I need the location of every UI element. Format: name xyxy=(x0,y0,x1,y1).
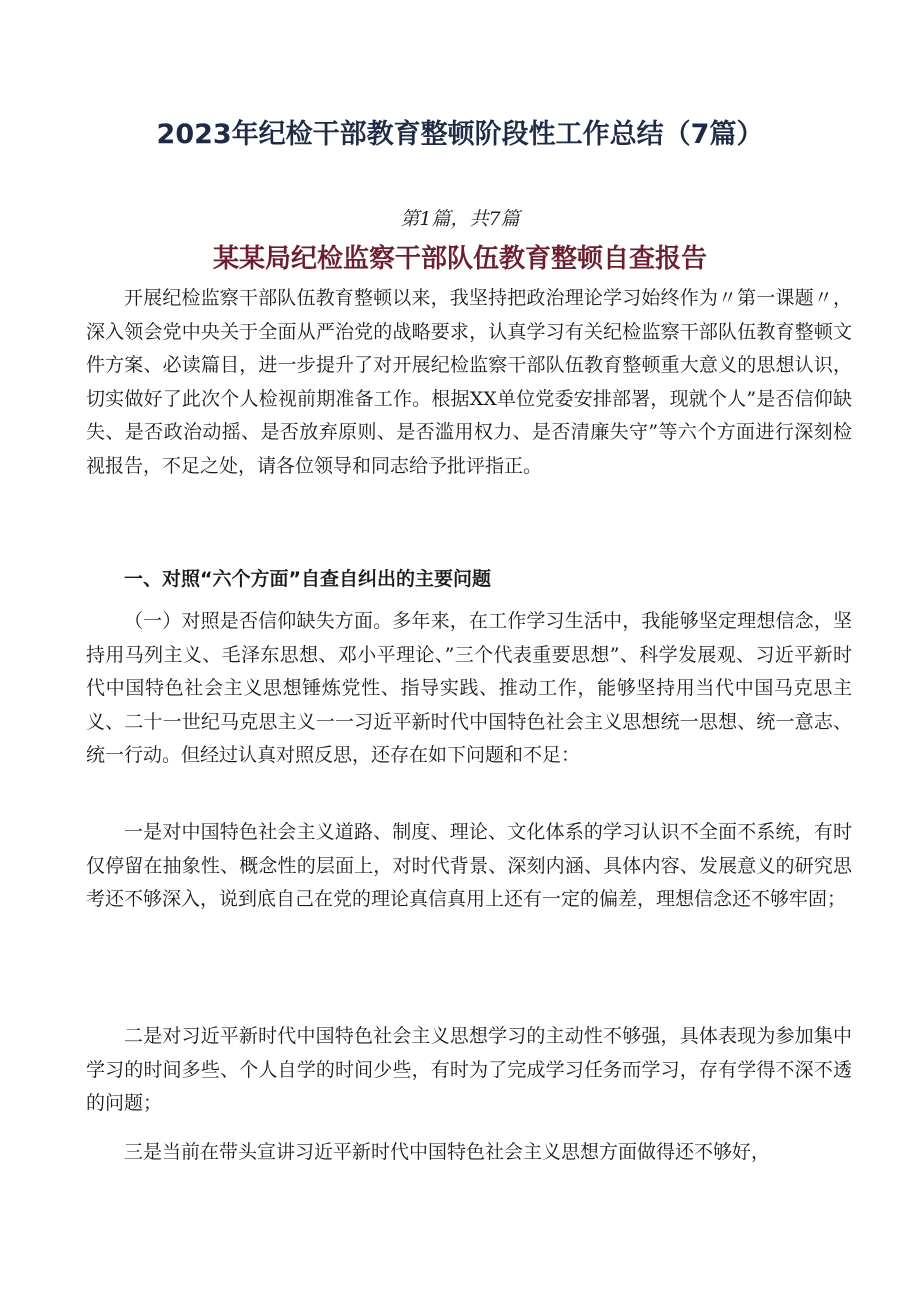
intro-paragraph: 开展纪检监察干部队伍教育整顿以来，我坚持把政治理论学习始终作为〃第一课题〃，深入领会党中央关于全面从严治党的战略要求，认真学习有关纪检监察干部队伍教育整顿文件方案、必读篇目，进一步提升了对开展纪检监察干部队伍教育整顿重大意义的思想认识，切实做好了此次个人检视前期准备工作。根据XX单位党委安排部署，现就个人”是否信仰缺失、是否政治动摇、是否放弃原则、是否滥用权力、是否清廉失守”等六个方面进行深刻检视报告，不足之处，请各位领导和同志给予批评指正。 xyxy=(86,287,852,477)
document-title: 2023年纪检干部教育整顿阶段性工作总结（7篇） xyxy=(156,119,764,150)
problem-item-1: 一是对中国特色社会主义道路、制度、理论、文化体系的学习认识不全面不系统，有时仅停留在抽象性、概念性的层面上，对时代背景、深刻内涵、具体内容、发展意义的研究思考还不够深入，说到底自己在党的理论真信真用上还有一定的偏差，理想信念还不够牢固； xyxy=(86,821,852,910)
part-label: 第1篇，共7篇 xyxy=(400,208,520,230)
subsection-paragraph: （一）对照是否信仰缺失方面。多年来，在工作学习生活中，我能够坚定理想信念，坚持用马列主义、毛泽东思想、邓小平理论、”三个代表重要思想”、科学发展观、习近平新时代中国特色社会主义思想锤炼党性、指导实践、推动工作，能够坚持用当代中国马克思主义、二十一世纪马克思主义一一习近平新时代中国特色社会主义思想统一思想、统一意志、统一行动。但经过认真对照反思，还存在如下问题和不足： xyxy=(86,610,852,766)
section-heading: 一、对照“六个方面”自查自纠出的主要问题 xyxy=(124,568,491,590)
problem-item-2: 二是对习近平新时代中国特色社会主义思想学习的主动性不够强，具体表现为参加集中学习的时间多些、个人自学的时间少些，有时为了完成学习任务而学习，存有学得不深不透的问题； xyxy=(86,1025,852,1114)
report-title: 某某局纪检监察干部队伍教育整顿自查报告 xyxy=(212,244,707,274)
problem-item-3: 三是当前在带头宣讲习近平新时代中国特色社会主义思想方面做得还不够好， xyxy=(124,1141,771,1163)
